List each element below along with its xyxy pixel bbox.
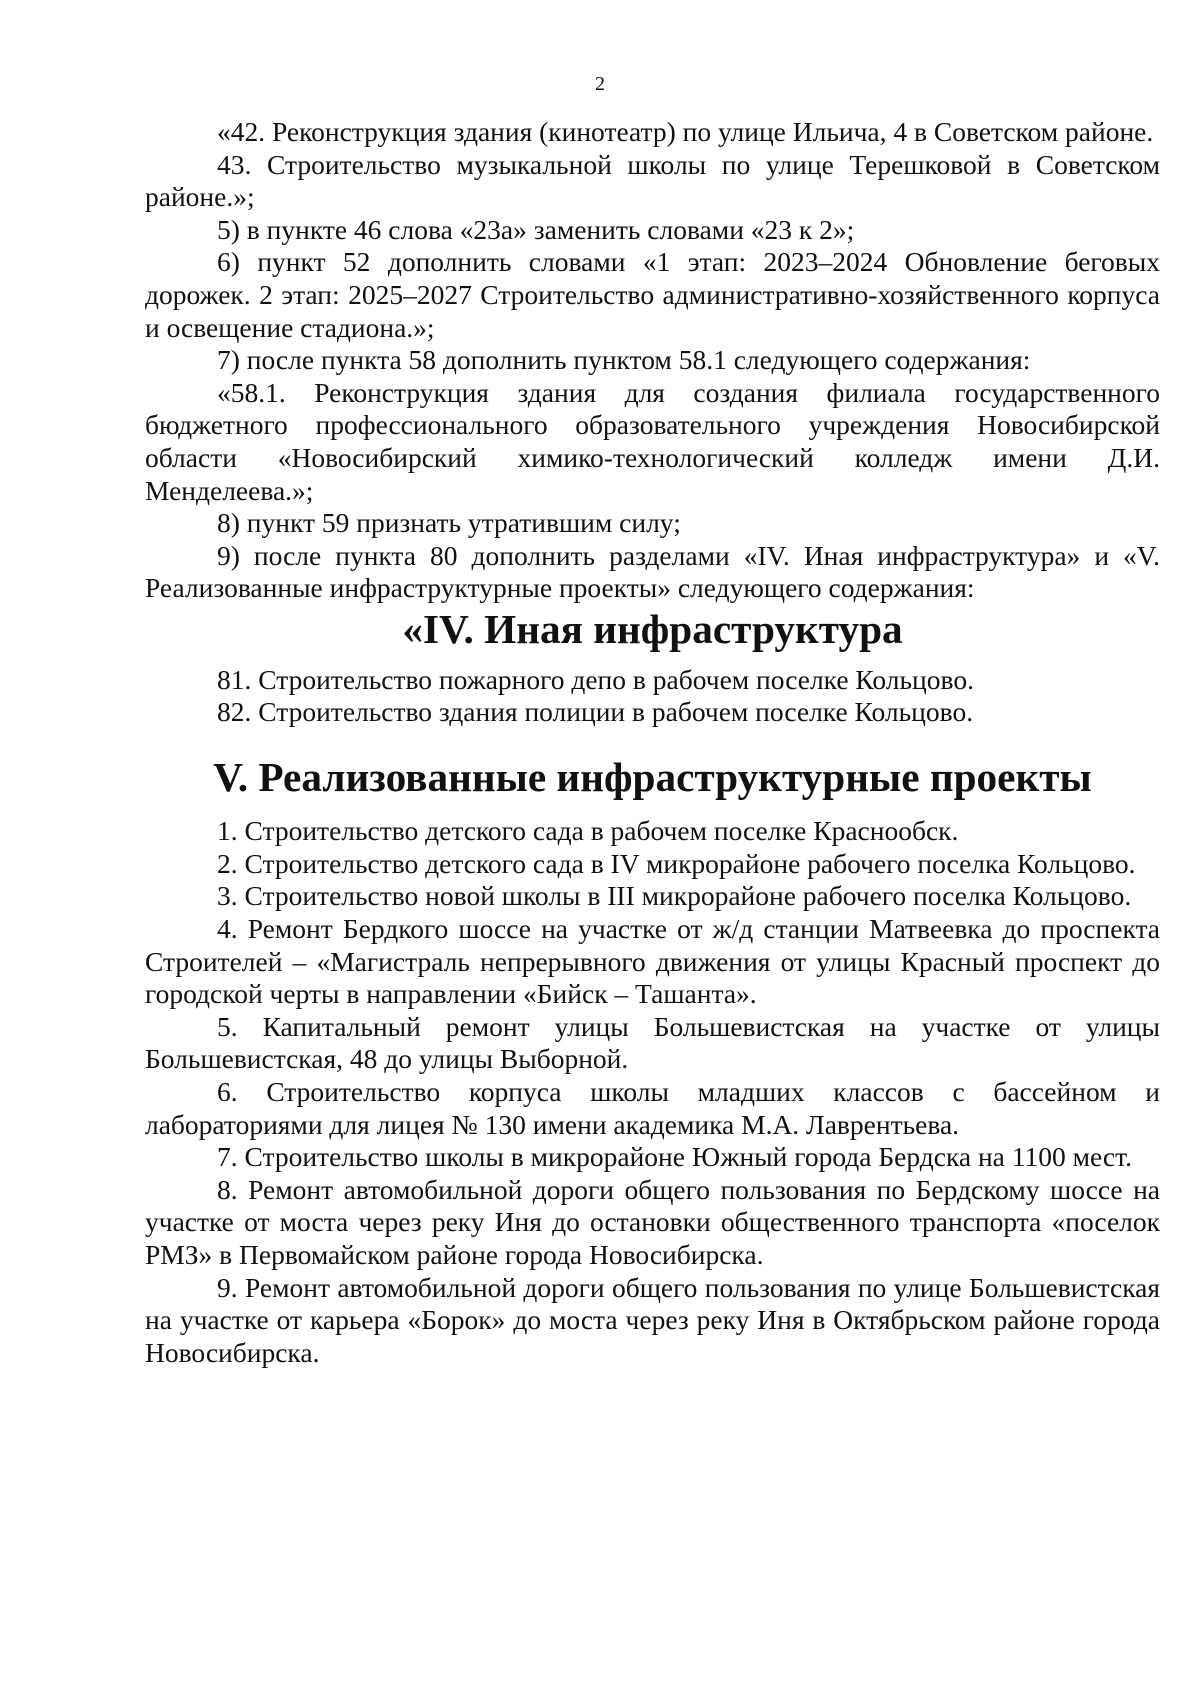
section-v-item: 2. Строительство детского сада в IV микрорайоне рабочего поселка Кольцово. (217, 847, 1136, 879)
paragraph-item-43: 43. Строительство музыкальной школы по улице Терешковой в Советском районе.»; (145, 148, 1160, 213)
paragraph-amendment-8: 8) пункт 59 признать утратившим силу; (217, 507, 681, 539)
paragraph-item-42: «42. Реконструкция здания (кинотеатр) по улице Ильича, 4 в Советском районе. (217, 116, 1154, 147)
paragraph-amendment-6: 6) пункт 52 дополнить словами «1 этап: 2023–2024 Обновление беговых дорожек. 2 этап: 2025–2027 Строительство административно-хозяйственного корпуса и освещение стадиона.»; (145, 246, 1160, 343)
paragraph-amendment-5: 5) в пункте 46 слова «23а» заменить словами «23 к 2»; (217, 213, 855, 245)
paragraph-amendment-9: 9) после пункта 80 дополнить разделами «IV. Иная инфраструктура» и «V. Реализованные инфраструктурные проекты» следующего содержания: (145, 539, 1160, 604)
page-number: 2 (595, 73, 605, 95)
section-iv-heading: «IV. Иная инфраструктура (402, 605, 903, 652)
paragraph-amendment-7: 7) после пункта 58 дополнить пунктом 58.1 следующего содержания: (217, 344, 1031, 376)
section-v-item: 7. Строительство школы в микрорайоне Южный города Бердска на 1100 мест. (217, 1141, 1132, 1173)
section-v-item: 3. Строительство новой школы в III микрорайоне рабочего поселка Кольцово. (217, 880, 1132, 912)
section-v-item: 8. Ремонт автомобильной дороги общего пользования по Бердскому шоссе на участке от моста через реку Иня до остановки общественного транспорта «поселок РМЗ» в Первомайском районе города Новосибирска. (145, 1173, 1160, 1270)
section-v-item: 9. Ремонт автомобильной дороги общего пользования по улице Большевистская на участке от карьера «Борок» до моста через реку Иня в Октябрьском районе города Новосибирска. (145, 1271, 1160, 1368)
section-v-item: 1. Строительство детского сада в рабочем поселке Краснообск. (217, 815, 959, 847)
paragraph-item-58-1: «58.1. Реконструкция здания для создания филиала государственного бюджетного профессионального образовательного учреждения Новосибирской области «Новосибирский химико-технологический колледж имени Д.И. Менделеева.»; (145, 376, 1160, 506)
section-iv-item: 82. Строительство здания полиции в рабочем поселке Кольцово. (217, 696, 974, 728)
section-v-heading: V. Реализованные инфраструктурные проекты (213, 753, 1092, 800)
document-body (145, 116, 1160, 1369)
section-iv-item: 81. Строительство пожарного депо в рабочем поселке Кольцово. (217, 663, 974, 695)
section-v-item: 5. Капитальный ремонт улицы Большевистская на участке от улицы Большевистская, 48 до улицы Выборной. (145, 1010, 1160, 1075)
section-v-item: 4. Ремонт Бердкого шоссе на участке от ж/д станции Матвеевка до проспекта Строителей – «Магистраль непрерывного движения от улицы Красный проспект до городской черты в направлении «Бийск – Ташанта». (145, 913, 1160, 1010)
section-v-item: 6. Строительство корпуса школы младших классов с бассейном и лабораториями для лицея № 130 имени академика М.А. Лаврентьева. (145, 1076, 1160, 1140)
